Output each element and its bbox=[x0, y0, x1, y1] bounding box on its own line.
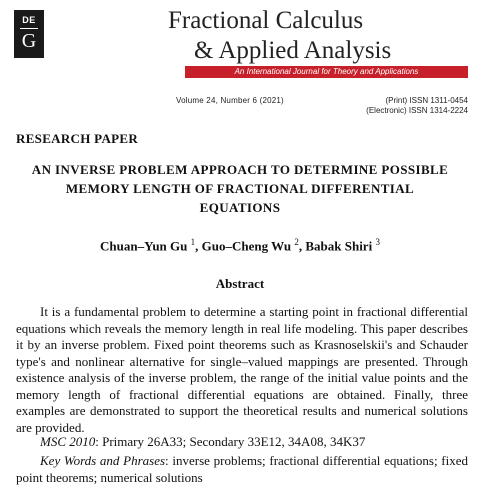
author-name: Chuan–Yun Gu bbox=[100, 238, 188, 254]
keywords-text: : inverse problems; fractional differential equations; fixed point theorems; numerical solutions bbox=[16, 453, 468, 485]
logo-bottom-text: G bbox=[21, 30, 37, 52]
msc-classification bbox=[40, 434, 470, 451]
author-affiliation-mark: 2 bbox=[294, 237, 299, 247]
paper-title: AN INVERSE PROBLEM APPROACH TO DETERMINE POSSIBLE MEMORY LENGTH OF FRACTIONAL DIFFERENTIAL EQUATIONS bbox=[31, 162, 449, 215]
author-affiliation-mark: 1 bbox=[190, 237, 196, 247]
keywords bbox=[16, 453, 468, 486]
abstract-heading: Abstract bbox=[215, 276, 265, 291]
journal-title-line2: & Applied Analysis bbox=[194, 37, 392, 64]
publisher-logo bbox=[14, 10, 44, 58]
author-name: Babak Shiri bbox=[305, 238, 373, 254]
author-affiliation-mark: 3 bbox=[375, 237, 380, 247]
journal-issn bbox=[366, 96, 468, 116]
author-name: Guo–Cheng Wu bbox=[201, 238, 292, 254]
journal-title bbox=[168, 6, 468, 66]
author-list: Chuan–Yun Gu $^1$, Guo–Cheng Wu $^2$, Babak Shiri $^3$ bbox=[100, 237, 380, 254]
logo-top-text: DE bbox=[22, 15, 36, 25]
logo-divider bbox=[20, 28, 38, 29]
msc-label: MSC 2010 bbox=[40, 434, 96, 449]
journal-subtitle: An International Journal for Theory and Applications bbox=[185, 66, 468, 78]
abstract-text: It is a fundamental problem to determine a starting point in fractional differential equations which reveals the memory length in real life modeling. This paper describes it by an inverse problem. Fixed point theorems such as Krasnoselskii's and Schauder type's and nonlinear alternative for single–valued mappings are presented. Through existence analysis of the inverse problem, the range of the initial value points and the memory length of fractional differential equations are obtained. Finally, three examples are demonstrated to support the theoretical results and numerical solutions are provided. bbox=[16, 304, 468, 435]
keywords-label: Key Words and Phrases bbox=[40, 453, 166, 468]
journal-title-line1: Fractional Calculus bbox=[168, 7, 364, 34]
msc-text: : Primary 26A33; Secondary 33E12, 34A08, 34K37 bbox=[95, 434, 366, 449]
section-label: RESEARCH PAPER bbox=[16, 131, 139, 146]
journal-volume: Volume 24, Number 6 (2021) bbox=[176, 96, 284, 105]
issn-print: (Print) ISSN 1311-0454 bbox=[385, 96, 468, 105]
issn-electronic: (Electronic) ISSN 1314-2224 bbox=[366, 106, 468, 115]
